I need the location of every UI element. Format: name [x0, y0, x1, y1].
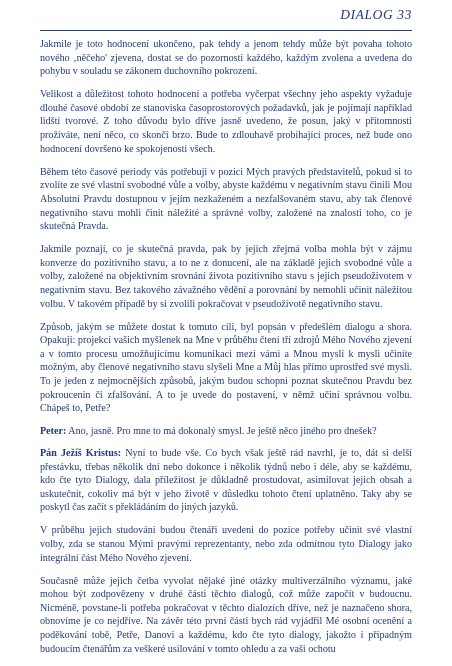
paragraph-text: Ano, jasně. Pro mne to má dokonalý smysl. Je ještě něco jiného pro dnešek?: [66, 426, 377, 438]
speaker-label: Peter:: [40, 426, 67, 438]
paragraph-text: Způsob, jakým se můžete dostat k tomuto cíli, byl popsán v předešlém dialogu a shora. Opakuji: projekcí vašich myšlenek na Mne v průběhu čtení tří zdrojů Mého Nového zjevení a v tomto procesu umožňujícímu komunikaci mezi vámi a Mnou myslí k mysli učiníte možným, aby členové negativního stavu slyšeli Mne a Můj hlas přímo uprostřed své mysli. To je jeden z nejmocnějších způsobů, jakým budou schopni poznat skutečnou Pravdu bez pokroucenin či zfalšování. A to je uvede do postavení, v němž učiní správnou volbu. Chápeš to, Petře?: [40, 321, 412, 415]
paragraph: [40, 321, 412, 416]
paragraph-text: Nyní to bude vše. Co bych však ještě rád navrhl, je to, dát si delší přestávku, třebas několik dní nebo dokonce i několik týdnů nebo i déle, aby se každému, kdo čte tyto Dialogy, dala příležitost je důkladně prostudovat, asimilovat jejich obsah a uskutečnit, cokoliv má být v jeho životě v důsledku tohoto čtení uplatněno. Taky aby se poskytl čas začít s překládáním do jiných jazyků.: [40, 447, 412, 514]
dialog-paragraph-jesus: [40, 447, 412, 515]
paragraph: [40, 524, 412, 565]
speaker-label: Pán Ježíš Kristus:: [40, 447, 122, 459]
paragraph: [40, 88, 412, 156]
paragraph-text: V průběhu jejich studování budou čtenáři uvedeni do pozice potřeby učinit své vlastní volby, zda se stanou Mými pravými reprezentanty, nebo zda odmítnou tyto Dialogy jako integrální část Mého Nového zjevení.: [40, 525, 412, 564]
paragraph: [40, 575, 412, 657]
document-body: [40, 38, 412, 666]
paragraph: [40, 243, 412, 311]
paragraph-text: Během této časové periody vás potřebuji v pozici Mých pravých představitelů, pokud si to zvolíte ze své vlastní svobodné vůle a volby, abyste každému v negativním stavu činili Mou Absolutní Pravdu dostupnou v jejím nezkaženém a nezfalšovaném stavu, aby tak členové negativního stavu mohli činit náležité a správné volby, založené na znalosti toho, co je skutečná Pravda.: [40, 166, 412, 233]
paragraph-text: Jakmile je toto hodnocení ukončeno, pak tehdy a jenom tehdy může být povaha tohoto nového ‚něčeho' zjevena, dostat se do pozornosti každého, každým zvolena a uvedena do pohybu v souladu se zákonem duchovního pokrození.: [40, 39, 412, 78]
dialog-paragraph-peter: [40, 425, 412, 439]
page-header: [40, 6, 412, 31]
paragraph-text: Velikost a důležitost tohoto hodnocení a potřeba vyčerpat všechny jeho aspekty vyžaduje dlouhé časové období ze stanoviska časoprostorových požadavků, jak je pojímají například lidští tvorové. Z toho důvodu bylo dříve jasně uvedeno, že posun, jaký v přítomnosti prožíváte, není něco, co skončí brzo. Bude to zdlouhavě probíhající proces, než bude ono hodnocení dovršeno ke spokojenosti všech.: [40, 89, 412, 155]
paragraph: [40, 38, 412, 79]
page-header-title: DIALOG 33: [340, 7, 412, 22]
paragraph-text: Současně může jejich četba vyvolat nějaké jiné otázky multiverzálního významu, jaké mohou být zodpovězeny v druhé části těchto dialogů, což může započít v budoucnu. Nicméně, povstane-li potřeba pokračovat v těchto dialozích dříve, než je naznačeno shora, obnovíme je co nejdříve. Na závěr této první části bych rád vyjádřil Mé osobní ocenění a poděkování tobě, Petře, Danovi a každému, kdo čte tyto dialogy, jakožto i případným budoucím čtenářům za veškeré usilování v tomto ohledu a za vaši ochotu: [40, 575, 412, 655]
paragraph-text: Jakmile poznají, co je skutečná pravda, pak by jejich zřejmá volba mohla být v zájmu konverze do pozitivního stavu, a to ne z donucení, ale na základě jejich svobodné vůle a volby, založené na objektivním srovnání života pozitivního stavu s jejich pseudoživotem v negativním stavu. Bez takového závažného vědění a porovnání by nemohli učinit náležitou volbu. V takovém případě by si zvolili pokračovat v pseudoživotě negativního stavu.: [40, 244, 412, 310]
paragraph: [40, 166, 412, 234]
